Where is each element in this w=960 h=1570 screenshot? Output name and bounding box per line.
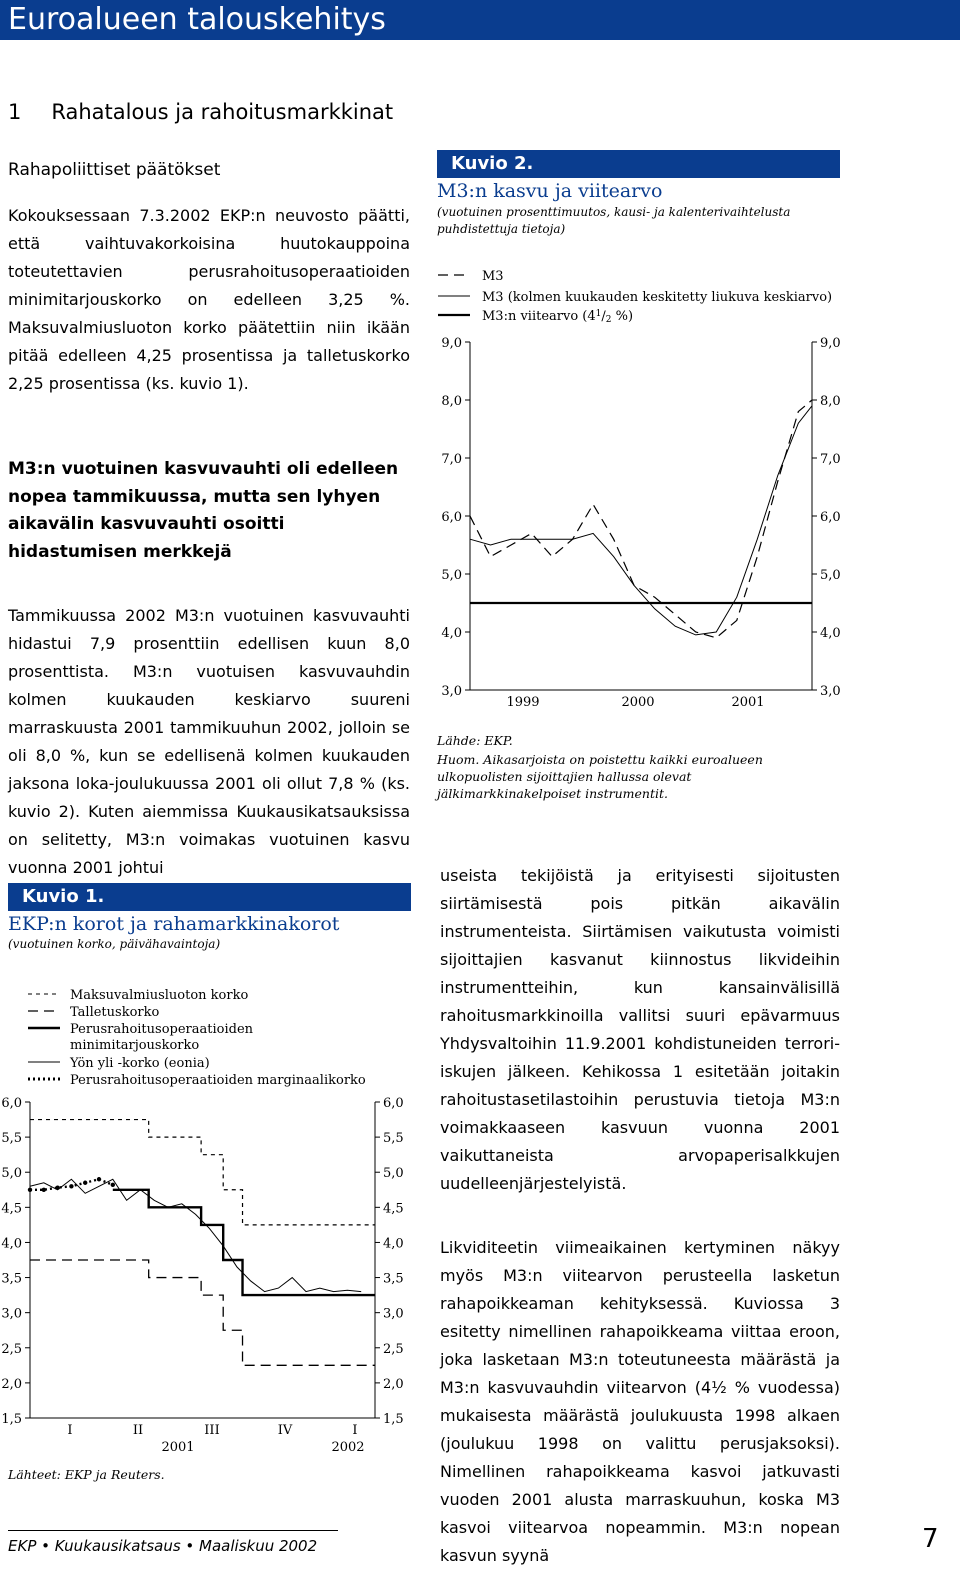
figure-2-note: Aikasarjoista on poistettu kaikki euroalueen ulkopuolisten sijoittajien hallussa olevat jälkimarkkinakelpoiset instrumentit. <box>437 752 763 801</box>
y-tick-label-left: 2,0 <box>1 1376 22 1392</box>
section-title: Rahatalous ja rahoitusmarkkinat <box>51 100 394 124</box>
series-mlf <box>30 1120 375 1225</box>
y-tick-label-right: 5,0 <box>383 1166 404 1182</box>
figure-2-legend <box>438 269 832 325</box>
x-tick-label: 1999 <box>506 695 540 710</box>
figure-1-source: Lähteet: EKP ja Reuters. <box>8 1467 165 1482</box>
y-tick-label-left: 4,0 <box>1 1236 22 1252</box>
legend-marginal: Perusrahoitusoperaatioiden marginaalikorko <box>70 1073 366 1088</box>
y-tick-label-left: 5,5 <box>1 1131 22 1147</box>
legend-ref: M3:n viitearvo ($4^1/2$ %) <box>482 309 634 325</box>
figure-1-series <box>28 1120 375 1366</box>
series-m3-avg <box>470 406 812 635</box>
figure-2-series <box>470 400 812 638</box>
x-tick-label: I <box>352 1423 358 1438</box>
y-tick-label-right: 9,0 <box>820 336 841 351</box>
y-tick-label-right: 4,5 <box>383 1201 404 1217</box>
right-column-text <box>440 862 840 1570</box>
figure-2-note-label: Huom. <box>437 752 480 767</box>
x-tick-label: 2000 <box>621 695 655 710</box>
paragraph-3: useista tekijöistä ja erityisesti sijoitusten siirtämisestä pois pitkän aikavälin instrumenteista. Siirtämisen vaikutusta voimisti sijoittajien kasvanut kiinnostus likvideihin instrumentteihin, kun kansainvälisillä rahoitusmarkkinoilla vallitsi suuri epävarmuus Yhdysvaltoihin 11.9.2001 kohdistuneiden terrori-iskujen jälkeen. Kehikossa 1 esitetään joitakin rahoitustasetilastoihin perustuvia tietoja M3:n voimakkaaseen kasvuun vuonna 2001 vaikuttaneista arvopaperisalkkujen uudelleenjärjestelyistä. <box>440 866 840 1193</box>
y-tick-label-left: 5,0 <box>441 568 462 583</box>
y-tick-label-right: 4,0 <box>383 1236 404 1252</box>
series-marginal-point <box>28 1188 32 1192</box>
figure-2-tick-labels <box>441 336 840 710</box>
left-column-lower <box>8 456 410 882</box>
y-tick-label-right: 5,5 <box>383 1131 404 1147</box>
series-deposit <box>30 1260 375 1365</box>
legend-deposit: Talletuskorko <box>70 1005 160 1020</box>
section-number: 1 <box>8 100 22 124</box>
paragraph-2: Tammikuussa 2002 M3:n vuotuinen kasvuvauhti hidastui 7,9 prosenttiin edellisen kuun 8,0 prosenttista. M3:n vuotuisen kasvuvauhdin kolmen kuukauden keskiarvo suureni marraskuusta 2001 tammikuuhun 2002, jolloin se oli 8,0 %, kun se edellisenä kolmen kuukauden jaksona loka-joulukuussa 2001 oli ollut 7,8 % (ks. kuvio 2). Kuten aiemmissa Kuukausikatsauksissa on selitetty, M3:n voimakas vuotuinen kasvu vuonna 2001 johtui <box>8 606 410 877</box>
y-tick-label-right: 2,0 <box>383 1376 404 1392</box>
y-tick-label-right: 3,0 <box>383 1306 404 1322</box>
y-tick-label-right: 5,0 <box>820 568 841 583</box>
y-tick-label-left: 1,5 <box>1 1412 22 1427</box>
y-tick-label-right: 7,0 <box>820 452 841 467</box>
y-tick-label-left: 9,0 <box>441 336 462 351</box>
figure-2-subtitle: (vuotuinen prosenttimuutos, kausi- ja kalenterivaihtelusta puhdistettuja tietoja) <box>437 205 791 236</box>
y-tick-label-right: 6,0 <box>820 510 841 525</box>
figure-2-title: M3:n kasvu ja viitearvo <box>437 180 663 202</box>
y-tick-label-left: 4,5 <box>1 1201 22 1217</box>
x-tick-label: IV <box>277 1423 293 1438</box>
series-marginal-point <box>111 1183 115 1187</box>
x-tick-label: II <box>132 1423 144 1438</box>
x-tick-label: III <box>204 1423 220 1438</box>
y-tick-label-left: 3,0 <box>1 1306 22 1322</box>
y-tick-label-left: 6,0 <box>441 510 462 525</box>
y-tick-label-left: 6,0 <box>1 1096 22 1111</box>
series-marginal-point <box>42 1188 46 1192</box>
figure-2-notes <box>437 732 837 802</box>
figure-2-source: Lähde: EKP. <box>437 733 513 748</box>
x-tick-label: I <box>67 1423 73 1438</box>
legend-mro-2: minimitarjouskorko <box>70 1038 200 1053</box>
lead-heading: M3:n vuotuinen kasvuvauhti oli edelleen nopea tammikuussa, mutta sen lyhyen aikavälin kasvuvauhti osoitti hidastumisen merkkejä <box>8 459 399 562</box>
series-eonia <box>30 1179 361 1291</box>
left-column-upper <box>8 202 410 398</box>
paragraph-1: Kokouksessaan 7.3.2002 EKP:n neuvosto päätti, että vaihtuvakorkoisina huutokauppoina toteutettavien perusrahoitusoperaatioiden minimitarjouskorko on edelleen 3,25 %. Maksuvalmiusluoton korko päätettiin niin ikään pitää edelleen 4,25 prosentissa ja talletuskorko 2,25 prosentissa (ks. kuvio 1). <box>8 206 410 393</box>
figure-1-subtitle: (vuotuinen korko, päivähavaintoja) <box>8 937 221 951</box>
paragraph-4: Likviditeetin viimeaikainen kertyminen näkyy myös M3:n viitearvon perusteella lasketun rahapoikkeaman kehityksessä. Kuviossa 3 esitetty nimellinen rahapoikkeama viittaa eroon, joka lasketaan M3:n toteutuneesta määrästä ja M3:n kasvuvauhdin viitearvon (4½ % vuodessa) mukaisesta määrästä joulukuusta 1998 alkaen (joulukuu 1998 on valittu perusjaksoksi). Nimellinen rahapoikkeama kasvoi jatkuvasti vuoden 2001 alusta marraskuuhun, koska M3 kasvoi viitearvoa nopeammin. M3:n nopean kasvun syynä <box>440 1238 840 1565</box>
y-tick-label-left: 4,0 <box>441 626 462 641</box>
y-tick-label-left: 5,0 <box>1 1166 22 1182</box>
subheading: Rahapoliittiset päätökset <box>8 160 221 180</box>
legend-m3: M3 <box>482 269 504 284</box>
footer-rule <box>8 1530 338 1531</box>
figure-1-tick-labels <box>1 1096 403 1455</box>
page-number: 7 <box>922 1524 939 1554</box>
y-tick-label-right: 4,0 <box>820 626 841 641</box>
figure-2-tag: Kuvio 2. <box>437 150 840 178</box>
series-marginal-point <box>83 1181 87 1185</box>
y-tick-label-right: 1,5 <box>383 1412 404 1427</box>
y-tick-label-right: 6,0 <box>383 1096 404 1111</box>
figure-1-legend <box>28 988 366 1088</box>
y-tick-label-right: 3,0 <box>820 684 841 699</box>
series-mro <box>113 1190 375 1295</box>
series-marginal-point <box>69 1184 73 1188</box>
y-tick-label-left: 7,0 <box>441 452 462 467</box>
figure-1-tag: Kuvio 1. <box>8 883 411 911</box>
figure-2 <box>437 150 840 238</box>
figure-1-chart <box>0 980 420 1455</box>
y-tick-label-left: 3,0 <box>441 684 462 699</box>
footer-text: EKP • Kuukausikatsaus • Maaliskuu 2002 <box>8 1537 318 1555</box>
figure-2-axes <box>465 342 817 690</box>
x-tick-label: 2001 <box>731 695 765 710</box>
legend-m3-avg: M3 (kolmen kuukauden keskitetty liukuva keskiarvo) <box>482 290 833 305</box>
figure-2-chart <box>430 255 850 720</box>
section-heading <box>8 100 393 124</box>
series-marginal-point <box>97 1177 101 1181</box>
y-tick-label-left: 8,0 <box>441 394 462 409</box>
legend-mlf: Maksuvalmiusluoton korko <box>70 988 249 1003</box>
y-tick-label-right: 2,5 <box>383 1341 404 1357</box>
y-tick-label-right: 3,5 <box>383 1271 404 1287</box>
figure-1-title: EKP:n korot ja rahamarkkinakorot <box>8 913 340 935</box>
y-tick-label-left: 3,5 <box>1 1271 22 1287</box>
legend-eonia: Yön yli -korko (eonia) <box>70 1056 210 1071</box>
year-label: 2002 <box>331 1440 365 1455</box>
legend-mro: Perusrahoitusoperaatioiden <box>70 1022 254 1037</box>
series-marginal-point <box>55 1185 59 1189</box>
figure-1 <box>8 883 411 953</box>
y-tick-label-right: 8,0 <box>820 394 841 409</box>
y-tick-label-left: 2,5 <box>1 1341 22 1357</box>
year-label: 2001 <box>161 1440 195 1455</box>
page-title: Euroalueen talouskehitys <box>8 2 386 37</box>
